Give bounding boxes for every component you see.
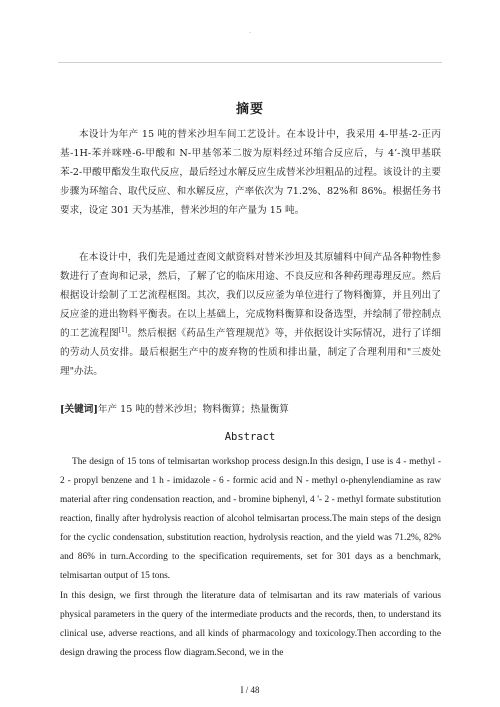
paragraph-text: 。然后根据《药品生产管理规范》等，并依据设计实际情况，进行了详细的劳动人员安排。最后根据生产中的废弃物的性质和排出量，制定了合理利用和"三废处理"办法。 <box>60 328 442 377</box>
abstract-title-zh: 摘要 <box>235 102 264 117</box>
abstract-paragraph-zh-1: 本设计为年产 15 吨的替米沙坦车间工艺设计。在本设计中，我采用 4-甲基-2-正丙基-1H-苯并咪唑-6-甲酸和 N-甲基邻苯二胺为原料经过环缩合反应后，与 4’-溴甲基联苯-2-甲酸甲酯发生取代反应，最后经过水解反应生成替米沙坦粗品的过程。该设计的主要步骤为环缩合、取代反应、和水解反应，产率依次为 71.2%、82%和 86%。根据任务书要求，设定 301 天为基准，替米沙坦的年产量为 15 吨。 <box>60 129 441 216</box>
abstract-paragraph-en-2: In this design, we first through the literature data of telmisartan and its raw materials of various physical parameters in the query of the intermediate products and the records, then, to understand its clinical use, adverse reactions, and all kinds of pharmacology and toxicology.Then according to the design drawing the process flow diagram.Second, we in the <box>60 591 441 658</box>
abstract-title-en: Abstract <box>224 431 276 443</box>
abstract-paragraph-en-1: The design of 15 tons of telmisartan workshop process design.In this design, I use is 4 - methyl - 2 - propyl benzene and 1 h - imidazole - 6 - formic acid and N - methyl o-phenylendiamine as raw material after ring condensation reaction, and - bromine biphenyl, 4 '- 2 - methyl formate substitution reaction, finally after hydrolysis reaction of alcohol telmisartan process.The main steps of the design for the cyclic condensation, substitution reaction, hydrolysis reaction, and the yield was 71.2%, 82% and 86% in turn.According to the specification requirements, set for 301 days as a benchmark, telmisartan output of 15 tons. <box>60 457 441 581</box>
header-divider <box>58 62 442 63</box>
header-mark: . <box>249 28 251 35</box>
paragraph-text: 在本设计中，我们先是通过查阅文献资料对替米沙坦及其原辅料中间产品各种物性参数进行了查询和记录，然后，了解了它的临床用途、不良反应和各种药理毒理反应。然后根据设计绘制了工艺流程框图。其次，我们以反应釜为单位进行了物料衡算，并且列出了反应釜的进出物料平衡表。在以上基础上，完成物料衡算和设备选型，并绘制了带控制点的工艺流程图 <box>60 252 441 339</box>
page-number: I / 48 <box>240 685 260 695</box>
keywords-label: [关键词] <box>60 404 98 415</box>
citation-reference: [1] <box>118 326 128 334</box>
keywords-line <box>60 403 441 417</box>
abstract-paragraph-zh-2 <box>60 248 441 381</box>
keywords-text: 年产 15 吨的替米沙坦；物料衡算；热量衡算 <box>97 404 289 415</box>
